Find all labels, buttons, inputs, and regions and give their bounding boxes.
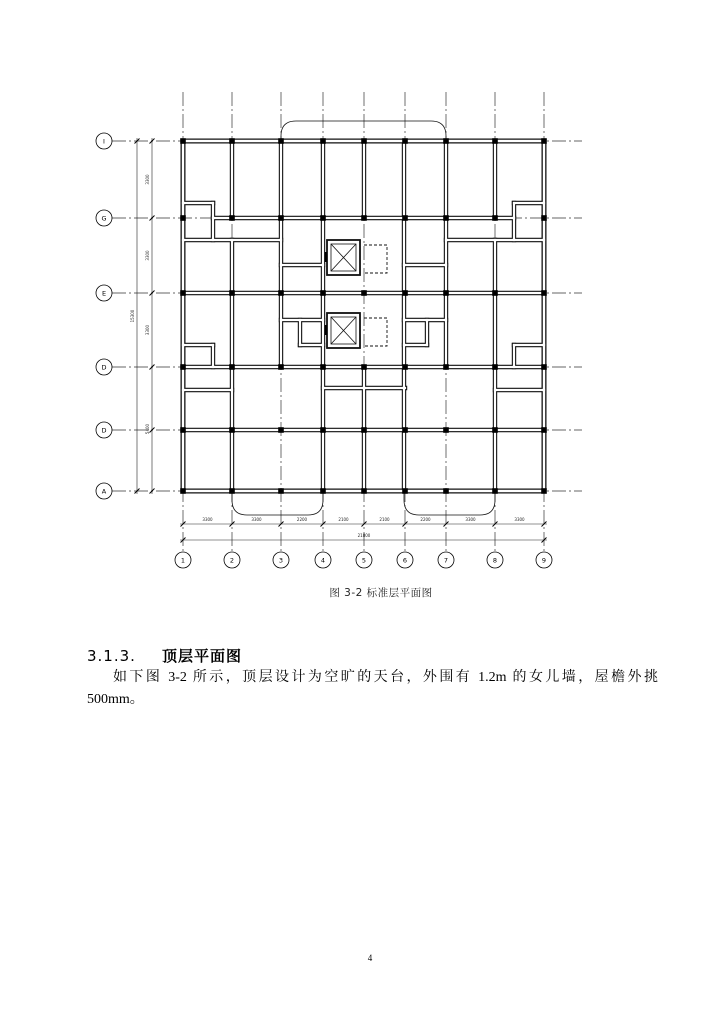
- axis-number-label: 9: [541, 556, 547, 565]
- column: [541, 488, 547, 494]
- row-dimension-label: 3300: [145, 174, 150, 185]
- shaft-outline-dashed: [364, 245, 387, 273]
- elevator-door: [325, 325, 328, 335]
- column: [492, 290, 498, 296]
- column: [541, 138, 547, 144]
- elevator-door: [325, 252, 328, 262]
- axis-letter-label: D: [101, 363, 107, 372]
- paragraph-line: 500mm。: [87, 692, 144, 707]
- column: [180, 488, 186, 494]
- axis-letter-label: G: [101, 214, 107, 223]
- bay-dimension-label: 3300: [465, 517, 476, 522]
- axis-letter-label: A: [101, 487, 107, 496]
- column: [229, 215, 235, 221]
- column: [361, 364, 367, 370]
- column: [361, 215, 367, 221]
- axis-number-label: 1: [180, 556, 186, 565]
- section-title: 顶层平面图: [162, 647, 243, 665]
- bay-dimension-label: 2200: [296, 517, 308, 522]
- column: [492, 138, 498, 144]
- paragraph-line: 如下图 3-2 所示，顶层设计为空旷的天台，外围有 1.2m 的女儿墙，屋檐外挑: [113, 670, 658, 685]
- shaft-outline-dashed: [364, 318, 387, 346]
- column: [278, 364, 284, 370]
- axis-letter-label: E: [101, 289, 107, 298]
- wall-infill: [183, 141, 544, 491]
- column: [361, 427, 367, 433]
- axis-number-label: 8: [492, 556, 498, 565]
- column: [361, 290, 367, 296]
- column: [361, 138, 367, 144]
- axis-letter-label: D: [101, 426, 107, 435]
- column: [320, 364, 326, 370]
- column: [492, 427, 498, 433]
- column: [402, 290, 408, 296]
- column: [180, 215, 186, 221]
- column: [229, 488, 235, 494]
- column: [320, 290, 326, 296]
- axis-number-label: 4: [320, 556, 326, 565]
- column: [180, 290, 186, 296]
- row-dimension-label: 3300: [145, 250, 150, 261]
- column: [320, 427, 326, 433]
- balcony-outline: [404, 491, 495, 515]
- bay-dimension-label: 3300: [202, 517, 213, 522]
- column: [492, 364, 498, 370]
- column: [278, 427, 284, 433]
- column: [278, 138, 284, 144]
- column: [541, 215, 547, 221]
- column: [402, 215, 408, 221]
- axis-number-label: 2: [229, 556, 235, 565]
- axis-number-label: 5: [361, 556, 367, 565]
- row-dimension-label: 5400: [145, 423, 150, 435]
- column: [361, 488, 367, 494]
- axis-letter-label: I: [103, 137, 105, 146]
- column: [278, 290, 284, 296]
- column: [443, 427, 449, 433]
- column: [541, 290, 547, 296]
- section-number: 3.1.3.: [87, 647, 136, 665]
- bay-dimension-label: 2100: [338, 517, 349, 522]
- column: [180, 138, 186, 144]
- column: [320, 138, 326, 144]
- column: [278, 488, 284, 494]
- axis-number-label: 7: [443, 556, 449, 565]
- axis-number-label: 3: [278, 556, 284, 565]
- row-dimension-label: 3300: [145, 324, 150, 336]
- column: [402, 427, 408, 433]
- column: [320, 488, 326, 494]
- balcony-outline: [281, 121, 446, 141]
- bay-dimension-label: 2200: [420, 517, 431, 522]
- column: [402, 364, 408, 370]
- column: [443, 488, 449, 494]
- column: [443, 290, 449, 296]
- column: [541, 364, 547, 370]
- bay-dimension-label: 3300: [251, 517, 262, 522]
- column: [278, 215, 284, 221]
- column: [402, 138, 408, 144]
- total-width-label: 21800: [357, 533, 371, 538]
- column: [180, 427, 186, 433]
- column: [402, 488, 408, 494]
- column: [229, 427, 235, 433]
- column: [443, 138, 449, 144]
- axis-number-label: 6: [402, 556, 408, 565]
- bay-dimension-label: 3300: [514, 517, 525, 522]
- total-depth-label: 15300: [130, 309, 135, 323]
- column: [443, 364, 449, 370]
- column: [229, 290, 235, 296]
- column: [229, 364, 235, 370]
- balcony-outline: [232, 491, 323, 515]
- column: [320, 215, 326, 221]
- column: [492, 488, 498, 494]
- bay-dimension-label: 2100: [379, 517, 390, 522]
- body-paragraph: [0, 669, 724, 713]
- figure-caption: 图 3-2 标准层平面图: [329, 587, 433, 599]
- column: [443, 215, 449, 221]
- column: [229, 138, 235, 144]
- page-number: 4: [367, 953, 373, 963]
- column: [180, 364, 186, 370]
- column: [492, 215, 498, 221]
- section-heading: [0, 647, 724, 667]
- column: [541, 427, 547, 433]
